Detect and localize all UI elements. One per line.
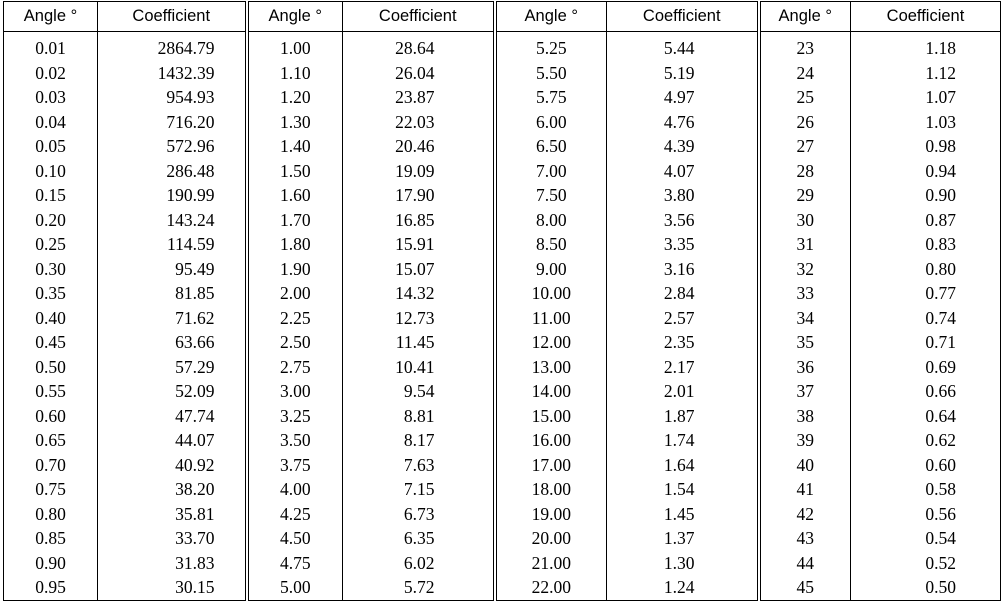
coefficient-cell: 716.20 xyxy=(98,110,247,135)
angle-header-1: Angle ° xyxy=(4,2,98,32)
coefficient-cell: 20.46 xyxy=(343,134,495,159)
angle-cell: 15.00 xyxy=(495,404,607,429)
coefficient-cell: 2.84 xyxy=(607,281,759,306)
coefficient-header-1: Coefficient xyxy=(98,2,247,32)
angle-cell: 1.40 xyxy=(247,134,343,159)
coefficient-cell: 954.93 xyxy=(98,85,247,110)
coefficient-cell: 3.16 xyxy=(607,257,759,282)
table-row xyxy=(4,575,1001,600)
coefficient-cell: 1.74 xyxy=(607,428,759,453)
coefficient-cell: 1.07 xyxy=(851,85,1001,110)
coefficient-cell: 0.83 xyxy=(851,232,1001,257)
table-row xyxy=(4,453,1001,478)
angle-cell: 2.50 xyxy=(247,330,343,355)
table-row xyxy=(4,134,1001,159)
angle-cell: 29 xyxy=(759,183,851,208)
coefficient-cell: 1.54 xyxy=(607,477,759,502)
angle-cell: 0.50 xyxy=(4,355,98,380)
coefficient-cell: 1.87 xyxy=(607,404,759,429)
coefficient-cell: 63.66 xyxy=(98,330,247,355)
coefficient-cell: 2.01 xyxy=(607,379,759,404)
angle-cell: 0.20 xyxy=(4,208,98,233)
coefficient-cell: 95.49 xyxy=(98,257,247,282)
coefficient-cell: 23.87 xyxy=(343,85,495,110)
angle-cell: 0.25 xyxy=(4,232,98,257)
coefficient-cell: 1.45 xyxy=(607,502,759,527)
table-row xyxy=(4,330,1001,355)
angle-cell: 17.00 xyxy=(495,453,607,478)
coefficient-cell: 71.62 xyxy=(98,306,247,331)
coefficient-cell: 5.19 xyxy=(607,61,759,86)
coefficient-cell: 1.03 xyxy=(851,110,1001,135)
table-row xyxy=(4,428,1001,453)
coefficient-cell: 30.15 xyxy=(98,575,247,600)
coefficient-cell: 4.76 xyxy=(607,110,759,135)
coefficient-cell: 35.81 xyxy=(98,502,247,527)
coefficient-cell: 143.24 xyxy=(98,208,247,233)
angle-cell: 2.00 xyxy=(247,281,343,306)
angle-cell: 0.10 xyxy=(4,159,98,184)
angle-cell: 10.00 xyxy=(495,281,607,306)
coefficient-cell: 6.02 xyxy=(343,551,495,576)
coefficient-cell: 81.85 xyxy=(98,281,247,306)
coefficient-cell: 0.54 xyxy=(851,526,1001,551)
angle-cell: 34 xyxy=(759,306,851,331)
coefficient-cell: 3.80 xyxy=(607,183,759,208)
coefficient-cell: 4.97 xyxy=(607,85,759,110)
coefficient-cell: 1.64 xyxy=(607,453,759,478)
angle-cell: 5.50 xyxy=(495,61,607,86)
angle-cell: 1.20 xyxy=(247,85,343,110)
angle-cell: 45 xyxy=(759,575,851,600)
angle-cell: 42 xyxy=(759,502,851,527)
coefficient-cell: 1.24 xyxy=(607,575,759,600)
coefficient-cell: 0.58 xyxy=(851,477,1001,502)
angle-cell: 1.30 xyxy=(247,110,343,135)
coefficient-cell: 31.83 xyxy=(98,551,247,576)
angle-cell: 14.00 xyxy=(495,379,607,404)
angle-cell: 0.60 xyxy=(4,404,98,429)
coefficient-cell: 0.60 xyxy=(851,453,1001,478)
angle-cell: 8.00 xyxy=(495,208,607,233)
angle-cell: 6.00 xyxy=(495,110,607,135)
table-row xyxy=(4,85,1001,110)
angle-cell: 5.00 xyxy=(247,575,343,600)
coefficient-cell: 9.54 xyxy=(343,379,495,404)
angle-cell: 20.00 xyxy=(495,526,607,551)
angle-cell: 18.00 xyxy=(495,477,607,502)
table-row xyxy=(4,232,1001,257)
coefficient-cell: 44.07 xyxy=(98,428,247,453)
coefficient-cell: 114.59 xyxy=(98,232,247,257)
coefficient-cell: 3.35 xyxy=(607,232,759,257)
angle-cell: 3.25 xyxy=(247,404,343,429)
angle-cell: 0.90 xyxy=(4,551,98,576)
angle-cell: 0.40 xyxy=(4,306,98,331)
angle-cell: 22.00 xyxy=(495,575,607,600)
coefficient-cell: 19.09 xyxy=(343,159,495,184)
angle-cell: 30 xyxy=(759,208,851,233)
coefficient-cell: 0.74 xyxy=(851,306,1001,331)
angle-cell: 41 xyxy=(759,477,851,502)
angle-cell: 0.80 xyxy=(4,502,98,527)
coefficient-cell: 0.80 xyxy=(851,257,1001,282)
table-row xyxy=(4,257,1001,282)
coefficient-cell: 10.41 xyxy=(343,355,495,380)
coefficient-cell: 8.17 xyxy=(343,428,495,453)
angle-cell: 4.75 xyxy=(247,551,343,576)
angle-cell: 0.65 xyxy=(4,428,98,453)
coefficient-header-3: Coefficient xyxy=(607,2,759,32)
angle-cell: 0.05 xyxy=(4,134,98,159)
coefficient-cell: 0.71 xyxy=(851,330,1001,355)
table-body xyxy=(4,32,1001,601)
angle-cell: 0.55 xyxy=(4,379,98,404)
coefficient-cell: 7.63 xyxy=(343,453,495,478)
coefficient-cell: 0.62 xyxy=(851,428,1001,453)
table-row xyxy=(4,404,1001,429)
angle-header-2: Angle ° xyxy=(247,2,343,32)
header-row xyxy=(4,2,1001,32)
table-row xyxy=(4,208,1001,233)
angle-cell: 13.00 xyxy=(495,355,607,380)
coefficient-cell: 0.64 xyxy=(851,404,1001,429)
coefficient-cell: 26.04 xyxy=(343,61,495,86)
table-row xyxy=(4,477,1001,502)
table-row xyxy=(4,183,1001,208)
angle-cell: 40 xyxy=(759,453,851,478)
coefficient-cell: 0.87 xyxy=(851,208,1001,233)
angle-cell: 0.02 xyxy=(4,61,98,86)
angle-cell: 36 xyxy=(759,355,851,380)
coefficient-cell: 2.35 xyxy=(607,330,759,355)
angle-cell: 1.10 xyxy=(247,61,343,86)
coefficient-cell: 2.57 xyxy=(607,306,759,331)
angle-cell: 1.00 xyxy=(247,32,343,61)
coefficient-cell: 6.35 xyxy=(343,526,495,551)
angle-cell: 0.01 xyxy=(4,32,98,61)
angle-header-3: Angle ° xyxy=(495,2,607,32)
angle-header-4: Angle ° xyxy=(759,2,851,32)
coefficient-cell: 47.74 xyxy=(98,404,247,429)
angle-cell: 24 xyxy=(759,61,851,86)
angle-cell: 23 xyxy=(759,32,851,61)
angle-cell: 11.00 xyxy=(495,306,607,331)
angle-cell: 19.00 xyxy=(495,502,607,527)
angle-cell: 0.70 xyxy=(4,453,98,478)
table-row xyxy=(4,379,1001,404)
angle-cell: 0.85 xyxy=(4,526,98,551)
angle-cell: 0.04 xyxy=(4,110,98,135)
angle-cell: 0.35 xyxy=(4,281,98,306)
coefficient-cell: 33.70 xyxy=(98,526,247,551)
coefficient-header-2: Coefficient xyxy=(343,2,495,32)
angle-cell: 8.50 xyxy=(495,232,607,257)
coefficient-cell: 1432.39 xyxy=(98,61,247,86)
coefficient-cell: 0.77 xyxy=(851,281,1001,306)
coefficient-cell: 0.94 xyxy=(851,159,1001,184)
table-row xyxy=(4,502,1001,527)
table-row xyxy=(4,355,1001,380)
coefficient-cell: 0.98 xyxy=(851,134,1001,159)
coefficient-cell: 2864.79 xyxy=(98,32,247,61)
angle-cell: 31 xyxy=(759,232,851,257)
coefficient-cell: 6.73 xyxy=(343,502,495,527)
angle-cell: 1.50 xyxy=(247,159,343,184)
angle-coefficient-table xyxy=(3,1,1001,601)
angle-cell: 0.03 xyxy=(4,85,98,110)
angle-cell: 1.90 xyxy=(247,257,343,282)
angle-cell: 0.95 xyxy=(4,575,98,600)
coefficient-header-4: Coefficient xyxy=(851,2,1001,32)
angle-cell: 0.75 xyxy=(4,477,98,502)
coefficient-cell: 22.03 xyxy=(343,110,495,135)
coefficient-cell: 286.48 xyxy=(98,159,247,184)
table-row xyxy=(4,110,1001,135)
angle-cell: 3.50 xyxy=(247,428,343,453)
coefficient-cell: 1.12 xyxy=(851,61,1001,86)
coefficient-cell: 1.18 xyxy=(851,32,1001,61)
angle-cell: 1.80 xyxy=(247,232,343,257)
table-row xyxy=(4,32,1001,61)
angle-cell: 2.75 xyxy=(247,355,343,380)
angle-cell: 28 xyxy=(759,159,851,184)
angle-cell: 25 xyxy=(759,85,851,110)
coefficient-cell: 16.85 xyxy=(343,208,495,233)
angle-cell: 33 xyxy=(759,281,851,306)
table-row xyxy=(4,159,1001,184)
coefficient-cell: 8.81 xyxy=(343,404,495,429)
angle-cell: 21.00 xyxy=(495,551,607,576)
coefficient-cell: 40.92 xyxy=(98,453,247,478)
coefficient-cell: 0.52 xyxy=(851,551,1001,576)
coefficient-cell: 1.37 xyxy=(607,526,759,551)
angle-cell: 3.75 xyxy=(247,453,343,478)
angle-cell: 27 xyxy=(759,134,851,159)
table-row xyxy=(4,61,1001,86)
coefficient-cell: 5.72 xyxy=(343,575,495,600)
coefficient-cell: 1.30 xyxy=(607,551,759,576)
table-row xyxy=(4,551,1001,576)
coefficient-cell: 190.99 xyxy=(98,183,247,208)
coefficient-cell: 0.50 xyxy=(851,575,1001,600)
coefficient-cell: 15.91 xyxy=(343,232,495,257)
angle-cell: 0.30 xyxy=(4,257,98,282)
coefficient-cell: 52.09 xyxy=(98,379,247,404)
coefficient-cell: 57.29 xyxy=(98,355,247,380)
angle-cell: 44 xyxy=(759,551,851,576)
angle-cell: 12.00 xyxy=(495,330,607,355)
angle-cell: 4.50 xyxy=(247,526,343,551)
angle-cell: 16.00 xyxy=(495,428,607,453)
angle-cell: 37 xyxy=(759,379,851,404)
angle-cell: 4.00 xyxy=(247,477,343,502)
angle-cell: 6.50 xyxy=(495,134,607,159)
coefficient-cell: 17.90 xyxy=(343,183,495,208)
angle-cell: 2.25 xyxy=(247,306,343,331)
coefficient-cell: 0.66 xyxy=(851,379,1001,404)
coefficient-cell: 2.17 xyxy=(607,355,759,380)
angle-cell: 0.15 xyxy=(4,183,98,208)
angle-cell: 1.70 xyxy=(247,208,343,233)
angle-cell: 5.25 xyxy=(495,32,607,61)
coefficient-cell: 4.07 xyxy=(607,159,759,184)
angle-cell: 35 xyxy=(759,330,851,355)
angle-cell: 5.75 xyxy=(495,85,607,110)
coefficient-cell: 38.20 xyxy=(98,477,247,502)
angle-cell: 43 xyxy=(759,526,851,551)
coefficient-cell: 0.69 xyxy=(851,355,1001,380)
coefficient-cell: 0.90 xyxy=(851,183,1001,208)
coefficient-cell: 4.39 xyxy=(607,134,759,159)
angle-cell: 1.60 xyxy=(247,183,343,208)
coefficient-cell: 28.64 xyxy=(343,32,495,61)
angle-cell: 38 xyxy=(759,404,851,429)
angle-cell: 3.00 xyxy=(247,379,343,404)
coefficient-cell: 14.32 xyxy=(343,281,495,306)
angle-cell: 4.25 xyxy=(247,502,343,527)
angle-cell: 32 xyxy=(759,257,851,282)
coefficient-cell: 11.45 xyxy=(343,330,495,355)
coefficient-cell: 12.73 xyxy=(343,306,495,331)
coefficient-cell: 0.56 xyxy=(851,502,1001,527)
table-row xyxy=(4,306,1001,331)
table-row xyxy=(4,281,1001,306)
coefficient-cell: 5.44 xyxy=(607,32,759,61)
angle-cell: 7.00 xyxy=(495,159,607,184)
angle-cell: 7.50 xyxy=(495,183,607,208)
coefficient-cell: 3.56 xyxy=(607,208,759,233)
coefficient-cell: 7.15 xyxy=(343,477,495,502)
coefficient-cell: 572.96 xyxy=(98,134,247,159)
angle-cell: 39 xyxy=(759,428,851,453)
coefficient-cell: 15.07 xyxy=(343,257,495,282)
table-row xyxy=(4,526,1001,551)
angle-cell: 0.45 xyxy=(4,330,98,355)
angle-cell: 26 xyxy=(759,110,851,135)
angle-cell: 9.00 xyxy=(495,257,607,282)
